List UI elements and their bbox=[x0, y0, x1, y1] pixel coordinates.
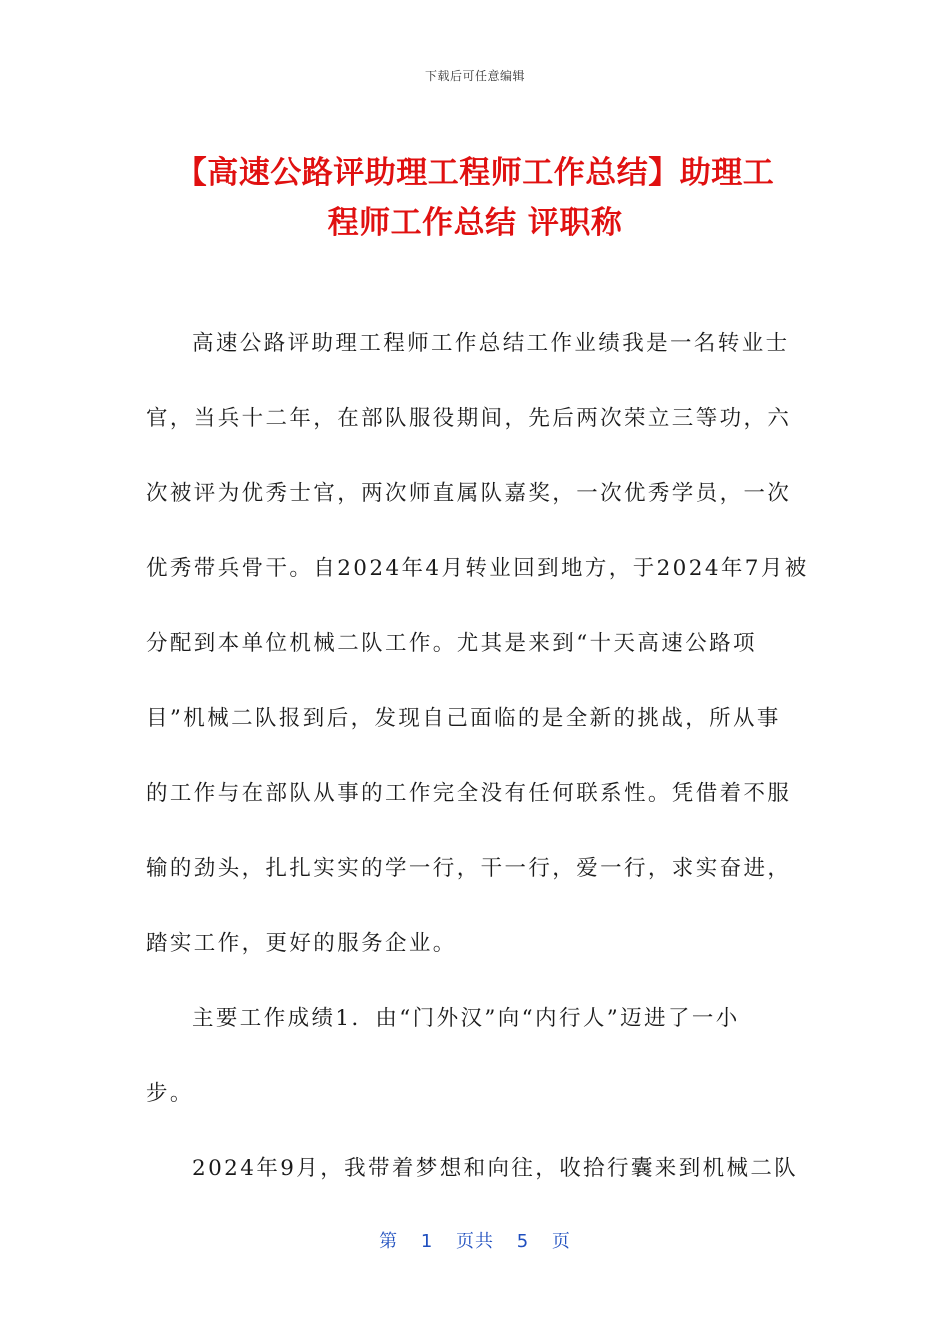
document-title bbox=[150, 148, 800, 248]
paragraph-line: 分配到本单位机械二队工作。尤其是来到“十天高速公路项 bbox=[146, 631, 757, 656]
header-note: 下载后可任意编辑 bbox=[424, 69, 525, 83]
paragraph-line: 步。 bbox=[146, 1081, 194, 1106]
page-footer bbox=[0, 1227, 950, 1253]
paragraph-line: 主要工作成绩1．由“门外汉”向“内行人”迈进了一小 bbox=[192, 1006, 740, 1031]
paragraph-line: 优秀带兵骨干。自2024年4月转业回到地方，于2024年7月被 bbox=[146, 556, 809, 581]
paragraph-line: 踏实工作，更好的服务企业。 bbox=[146, 931, 457, 956]
footer-prefix: 第 bbox=[379, 1231, 399, 1252]
paragraph-line: 次被评为优秀士官，两次师直属队嘉奖，一次优秀学员，一次 bbox=[146, 481, 792, 506]
paragraph-line: 高速公路评助理工程师工作总结工作业绩我是一名转业士 bbox=[192, 331, 790, 356]
paragraph-line: 的工作与在部队从事的工作完全没有任何联系性。凭借着不服 bbox=[146, 781, 792, 806]
footer-total-pages: 5 bbox=[516, 1231, 530, 1252]
footer-page-number: 1 bbox=[420, 1231, 434, 1252]
document-body bbox=[146, 320, 810, 1220]
footer-suffix: 页 bbox=[551, 1231, 571, 1252]
footer-mid: 页共 bbox=[456, 1231, 494, 1252]
paragraph-line: 输的劲头，扎扎实实的学一行，干一行，爱一行，求实奋进， bbox=[146, 856, 792, 881]
title-line-2: 程师工作总结 评职称 bbox=[327, 205, 623, 241]
paragraph-line: 目”机械二队报到后，发现自己面临的是全新的挑战，所从事 bbox=[146, 706, 781, 731]
paragraph-line: 官，当兵十二年，在部队服役期间，先后两次荣立三等功，六 bbox=[146, 406, 792, 431]
paragraph-line: 2024年9月，我带着梦想和向往，收拾行囊来到机械二队 bbox=[192, 1156, 799, 1181]
title-line-1: 【高速公路评助理工程师工作总结】助理工 bbox=[175, 155, 775, 191]
